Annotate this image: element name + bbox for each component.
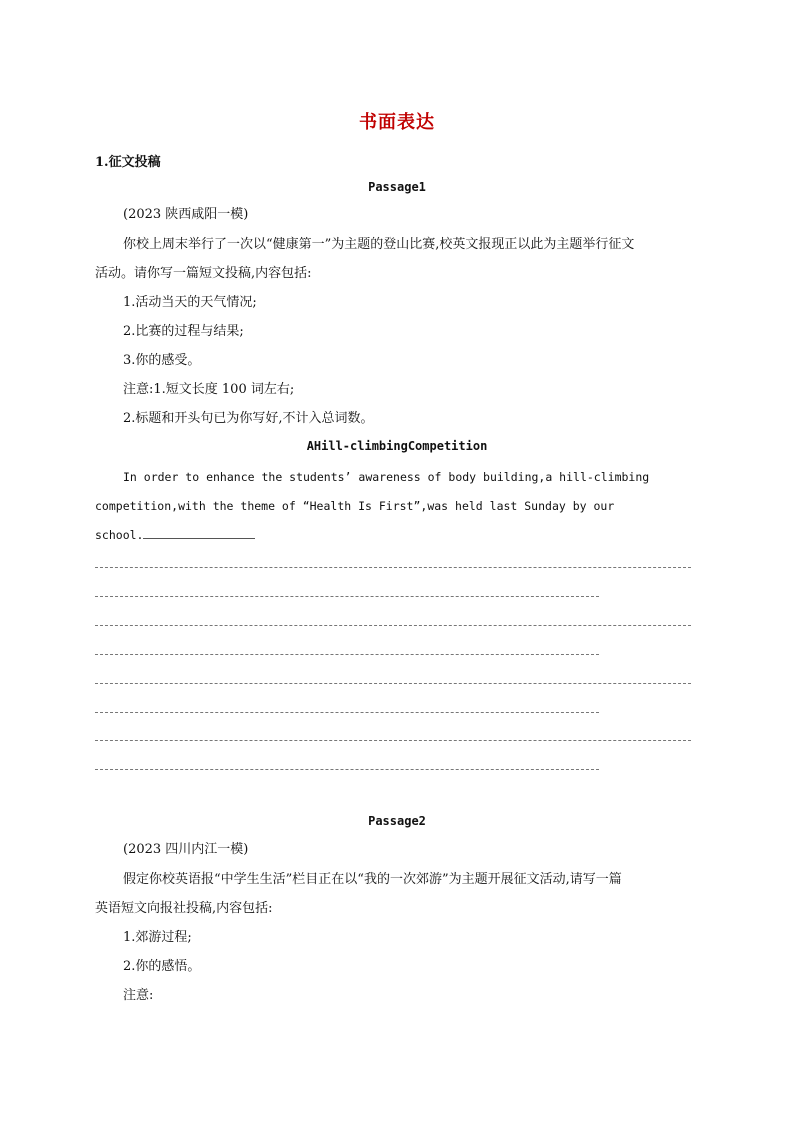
passage1-prompt-line2: 活动。请你写一篇短文投稿,内容包括: [95,266,312,281]
section-heading: 1.征文投稿 [95,155,161,170]
passage1-heading: Passage1 [368,180,426,194]
writing-line[interactable] [95,596,599,597]
opening-line3-text: school. [95,528,144,542]
passage1-note-line2: 2.标题和开头句已为你写好,不计入总词数。 [123,411,374,426]
passage2-note-label: 注意: [123,988,154,1003]
passage2-point-2: 2.你的感悟。 [123,959,201,974]
passage1-note-line1: 注意:1.短文长度 100 词左右; [123,382,295,397]
passage1-source: (2023 陕西咸阳一模) [123,207,249,222]
writing-line[interactable] [95,683,691,684]
opening-line1: In order to enhance the students’ awareness of body building,a hill-climbing [123,470,650,484]
writing-line[interactable] [95,654,599,655]
passage2-point-1: 1.郊游过程; [123,930,192,945]
opening-line3 [95,526,255,544]
writing-line[interactable] [95,740,691,741]
writing-line[interactable] [95,769,599,770]
essay-title: AHill-climbingCompetition [306,439,488,453]
writing-line[interactable] [95,567,691,568]
passage1-point-3: 3.你的感受。 [123,353,201,368]
passage2-source: (2023 四川内江一模) [123,842,249,857]
passage2-heading: Passage2 [368,814,426,828]
passage1-prompt-line1: 你校上周末举行了一次以“健康第一”为主题的登山比赛,校英文报现正以此为主题举行征文 [123,237,635,252]
inline-answer-blank[interactable] [143,529,255,539]
passage1-point-1: 1.活动当天的天气情况; [123,295,257,310]
passage2-prompt-line2: 英语短文向报社投稿,内容包括: [95,901,273,916]
writing-line[interactable] [95,625,691,626]
passage2-prompt-line1: 假定你校英语报“中学生生活”栏目正在以“我的一次郊游”为主题开展征文活动,请写一篇 [123,872,622,887]
opening-line2: competition,with the theme of “Health Is First”,was held last Sunday by our [95,499,615,513]
passage1-point-2: 2.比赛的过程与结果; [123,324,244,339]
page-title: 书面表达 [359,112,435,133]
writing-line[interactable] [95,712,599,713]
